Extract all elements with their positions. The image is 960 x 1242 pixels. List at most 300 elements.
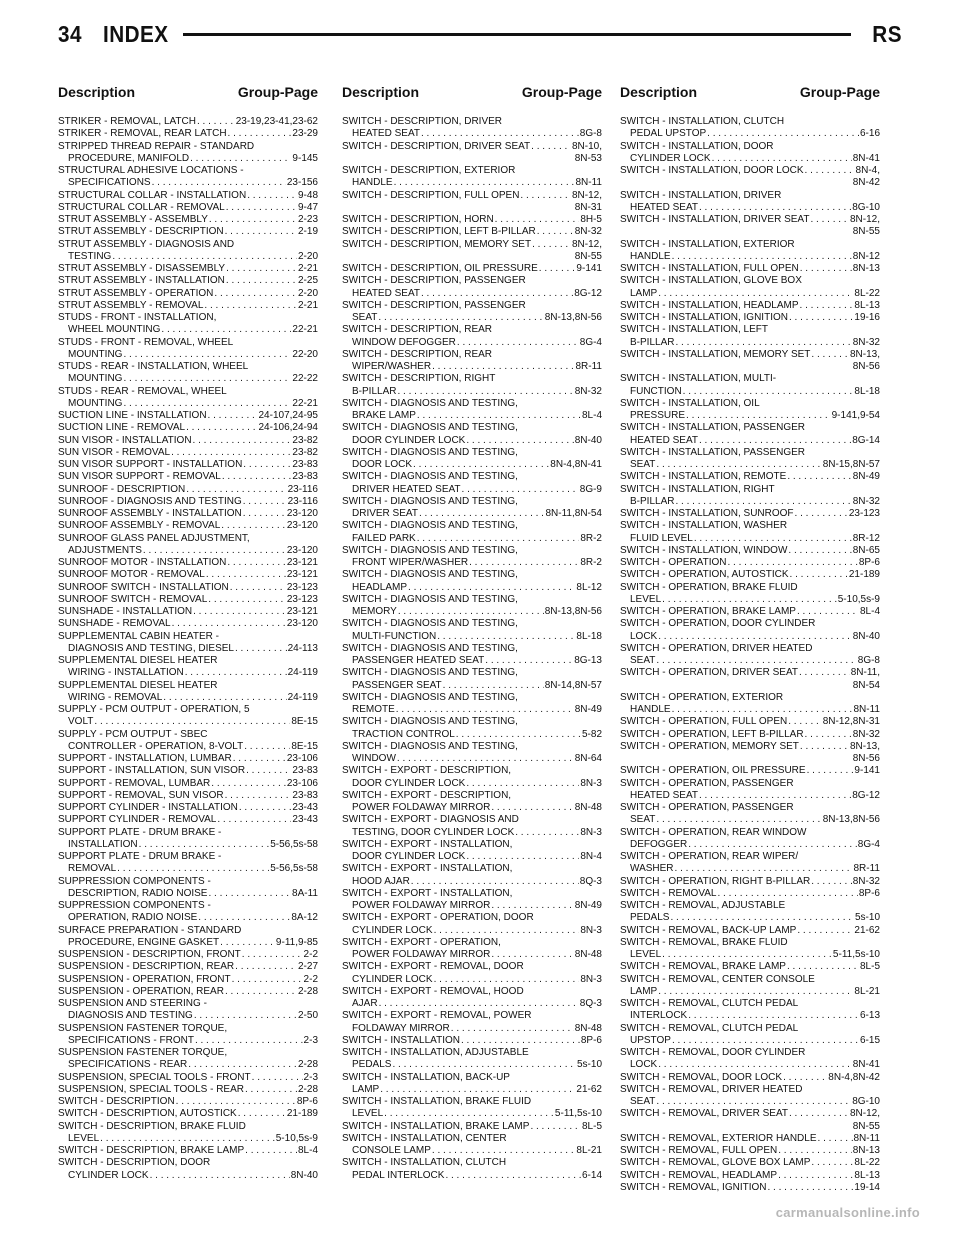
index-entry-line (620, 1145, 880, 1157)
dot-leader (778, 1170, 853, 1182)
index-entry-line (342, 275, 602, 287)
description-header: Description (342, 84, 420, 100)
entry-text: B-PILLAR (630, 336, 675, 348)
index-entry (58, 275, 318, 287)
index-entry (620, 557, 880, 569)
page-reference: 6-13 (859, 1010, 880, 1022)
entry-text: PRESSURE (630, 410, 686, 421)
entry-text: SUPPORT CYLINDER - REMOVAL (58, 814, 217, 826)
entry-text: SWITCH - DESCRIPTION, OIL PRESSURE (342, 263, 538, 274)
page-reference: 22-21 (292, 397, 318, 409)
entry-text: STRUT ASSEMBLY - REMOVAL (58, 299, 204, 311)
index-entry-line (620, 790, 880, 802)
index-entry-line (342, 802, 602, 814)
index-entry-line (620, 1047, 880, 1059)
index-entry-line (58, 288, 318, 300)
entry-text: SUNROOF ASSEMBLY - INSTALLATION (58, 508, 242, 519)
dot-leader (537, 226, 574, 238)
index-entry-line (58, 128, 318, 140)
index-entry (620, 876, 880, 888)
dot-leader (683, 386, 854, 398)
dot-leader (392, 1059, 576, 1071)
index-entry-line (342, 312, 602, 324)
entry-text: SWITCH - DESCRIPTION, RIGHT (342, 373, 496, 385)
index-entry (620, 569, 880, 581)
entry-text: SEAT (630, 814, 656, 826)
entry-text: LAMP (630, 287, 658, 299)
index-entry (58, 778, 318, 790)
index-entry (342, 545, 602, 570)
index-entry-line (342, 373, 602, 385)
entry-text: SWITCH - REMOVAL, BRAKE LAMP (620, 961, 786, 973)
index-entry-line (58, 1096, 318, 1108)
entry-text: SWITCH - INSTALLATION, WASHER (620, 520, 788, 532)
entry-text: SWITCH - INSTALLATION, PASSENGER (620, 422, 806, 434)
index-entry-line (58, 1084, 318, 1096)
dot-leader (811, 349, 849, 361)
index-entry-line (620, 520, 880, 532)
entry-text: SWITCH - DIAGNOSIS AND TESTING, (342, 691, 518, 703)
entry-text: SUSPENSION - DESCRIPTION, FRONT (58, 949, 241, 960)
index-entry (620, 1023, 880, 1048)
index-entry-line (58, 202, 318, 214)
page-reference: 2-28 (297, 985, 318, 997)
entry-text: SUSPENSION, SPECIAL TOOLS - REAR (58, 1083, 244, 1095)
index-entry (58, 533, 318, 558)
index-entry-line (342, 912, 602, 924)
index-entry-line (620, 190, 880, 202)
index-entry-line (58, 949, 318, 961)
index-entry (58, 1157, 318, 1182)
index-column-2 (342, 116, 602, 1182)
index-entry-line (342, 667, 602, 679)
index-entry-line (342, 508, 602, 520)
dot-leader (193, 606, 286, 618)
entry-text: SWITCH - DIAGNOSIS AND TESTING, (342, 520, 518, 532)
page-reference: 8G-12 (574, 287, 602, 299)
entry-text: SUSPENSION FASTENER TORQUE, (58, 1022, 228, 1034)
entry-text: PASSENGER HEATED SEAT (352, 655, 485, 666)
index-entry-line (58, 1133, 318, 1145)
page-reference: 8L-18 (576, 630, 602, 642)
dot-leader (778, 1145, 852, 1157)
index-entry (342, 373, 602, 398)
dot-leader (790, 569, 848, 581)
dot-leader (531, 141, 571, 153)
entry-text: FUNCTION (630, 385, 682, 397)
index-entry (342, 643, 602, 668)
index-entry (58, 361, 318, 386)
index-entry-line (342, 324, 602, 336)
dot-leader (432, 1145, 576, 1157)
entry-text: SWITCH - INSTALLATION, GLOVE BOX (620, 275, 802, 287)
entry-text: SEAT (352, 312, 378, 323)
index-entry-line (342, 753, 602, 765)
page-reference: 23-121 (286, 569, 318, 581)
entry-text: WHEEL MOUNTING (68, 324, 161, 336)
entry-text: CYLINDER LOCK (630, 152, 711, 164)
index-entry (58, 484, 318, 496)
page-reference: 21-62 (854, 924, 880, 936)
entry-text: WIRING - REMOVAL (68, 691, 163, 703)
entry-text: STUDS - FRONT - REMOVAL, WHEEL (58, 336, 234, 348)
dot-leader (152, 177, 286, 189)
index-entry-line (620, 961, 880, 973)
dot-leader (783, 1072, 827, 1084)
page-reference: 8N-3 (580, 826, 602, 838)
dot-leader (688, 839, 857, 851)
page-reference: 23-83 (292, 471, 318, 483)
page-reference: 8P-6 (296, 1096, 318, 1107)
dot-leader (208, 410, 258, 422)
entry-text: SUN VISOR SUPPORT - REMOVAL (58, 471, 221, 483)
entry-text: STRUCTURAL COLLAR - INSTALLATION (58, 189, 247, 201)
index-entry-line (620, 312, 880, 324)
page-reference: 21-189 (286, 1108, 318, 1120)
dot-leader (194, 1010, 297, 1022)
index-entry-line (342, 925, 602, 937)
dot-leader (672, 704, 853, 716)
index-entry (620, 925, 880, 937)
index-entry-line (58, 998, 318, 1010)
index-entry (342, 863, 602, 888)
entry-text: SUPPORT - REMOVAL, LUMBAR (58, 777, 211, 789)
entry-text: INTERLOCK (630, 1010, 688, 1022)
index-entry (58, 410, 318, 422)
index-entry-line (342, 876, 602, 888)
index-entry-line (342, 263, 602, 275)
index-entry (620, 324, 880, 349)
dot-leader (398, 606, 544, 618)
index-entry-line (342, 582, 602, 594)
entry-text: SWITCH - DESCRIPTION, FULL OPEN (342, 189, 520, 201)
entry-text: SWITCH - EXPORT - REMOVAL, POWER (342, 1010, 532, 1022)
index-entry-line (620, 251, 880, 263)
index-entry-line (342, 557, 602, 569)
index-entry-line (58, 961, 318, 973)
index-entry-line (58, 337, 318, 349)
entry-text: SUNROOF ASSEMBLY - REMOVAL (58, 520, 221, 532)
entry-text: SWITCH - INSTALLATION, DOOR (620, 140, 774, 152)
page-reference: 8N-32 (852, 728, 880, 740)
page-reference: 8N-49 (574, 900, 602, 911)
index-entry-line (620, 484, 880, 496)
index-entry-line (620, 1157, 880, 1169)
index-entry (620, 1047, 880, 1072)
page-reference: 19-16 (854, 312, 880, 323)
column-header-3 (620, 84, 880, 100)
index-entry-line (620, 802, 880, 814)
entry-text: DIAGNOSIS AND TESTING (68, 1010, 193, 1022)
entry-text: SWITCH - DIAGNOSIS AND TESTING, (342, 446, 518, 458)
index-entry-line (342, 716, 602, 728)
entry-text: WIRING - INSTALLATION (68, 667, 184, 679)
dot-leader (694, 533, 852, 545)
page-reference: 8N-40 (852, 630, 880, 642)
entry-text: SWITCH - REMOVAL, DOOR CYLINDER (620, 1047, 806, 1058)
entry-text: SWITCH - EXPORT - INSTALLATION, (342, 863, 513, 875)
entry-text: BRAKE LAMP (352, 410, 416, 421)
entry-text: TRACTION CONTROL (352, 728, 455, 740)
index-entry-line (342, 484, 602, 496)
index-entry (342, 349, 602, 374)
dot-leader (186, 484, 286, 496)
dot-leader (230, 582, 286, 594)
index-entry (58, 337, 318, 362)
page-reference: 8R-2 (580, 532, 602, 544)
index-entry-line (58, 1121, 318, 1133)
dot-leader (675, 863, 853, 875)
page-reference: 8N-13,8N-56 (544, 606, 602, 617)
index-entry-line (620, 153, 880, 165)
page-reference: 8R-12 (852, 532, 880, 544)
dot-leader (243, 459, 291, 471)
index-entry-line (342, 937, 602, 949)
entry-text: SWITCH - REMOVAL, ADJUSTABLE (620, 900, 786, 911)
index-entry-line (620, 422, 880, 434)
index-entry (620, 888, 880, 900)
dot-leader (688, 1010, 859, 1022)
index-entry-line (58, 900, 318, 912)
index-entry (58, 226, 318, 238)
index-entry-line (620, 949, 880, 961)
index-entry-line (342, 214, 602, 226)
dot-leader (233, 753, 286, 765)
dot-leader (445, 1170, 581, 1182)
index-entry-line (342, 778, 602, 790)
entry-text: SUNROOF SWITCH - REMOVAL (58, 593, 208, 605)
page-reference: 23-156 (286, 177, 318, 189)
index-entry (620, 778, 880, 803)
index-entry-line (620, 275, 880, 287)
index-entry (58, 471, 318, 483)
entry-text: SWITCH - INSTALLATION, DRIVER (620, 189, 782, 201)
index-entry (342, 961, 602, 986)
dot-leader (198, 912, 290, 924)
index-entry-line (58, 496, 318, 508)
dot-leader (411, 876, 579, 888)
dot-leader (485, 655, 573, 667)
entry-text: SWITCH - DESCRIPTION, PASSENGER (342, 275, 526, 287)
page-reference: 9-141 (854, 765, 880, 777)
dot-leader (712, 153, 852, 165)
page-reference: 8N-13,8N-56 (544, 312, 602, 323)
page-reference: 2-23 (297, 214, 318, 225)
index-entry-line (620, 680, 880, 692)
entry-text: SWITCH - INSTALLATION, EXTERIOR (620, 238, 795, 250)
dot-leader (239, 802, 292, 814)
index-entry (620, 582, 880, 607)
page-reference-continued: 8N-56 (852, 361, 880, 372)
index-entry-line (620, 912, 880, 924)
entry-text: SWITCH - INSTALLATION, CLUTCH (620, 116, 785, 127)
index-entry-line (620, 337, 880, 349)
page-reference: 23-123 (848, 508, 880, 519)
index-entry-line (620, 533, 880, 545)
index-entry (342, 1010, 602, 1035)
dot-leader (197, 116, 235, 128)
index-entry (342, 1072, 602, 1097)
page-reference: 22-22 (292, 373, 318, 385)
index-entry-line (58, 778, 318, 790)
entry-text: STRIKER - REMOVAL, REAR LATCH (58, 128, 227, 140)
index-entry (620, 1133, 880, 1145)
index-entry-line (342, 288, 602, 300)
dot-leader (443, 680, 544, 692)
entry-text: REMOVAL (68, 863, 117, 875)
index-entry (342, 888, 602, 913)
page-reference: 2-2 (303, 949, 318, 960)
index-entry (620, 214, 880, 239)
index-entry-line (58, 275, 318, 287)
entry-text: STRUCTURAL ADHESIVE LOCATIONS - (58, 165, 244, 176)
index-entry (620, 729, 880, 741)
index-entry (342, 594, 602, 619)
dot-leader (800, 741, 849, 753)
dot-leader (767, 1182, 853, 1194)
index-entry-line (620, 937, 880, 949)
index-entry-line (58, 1108, 318, 1120)
page-reference: 5-11,5s-10 (554, 1108, 602, 1120)
index-entry-line (58, 545, 318, 557)
entry-text: SEAT (630, 655, 656, 666)
page-reference: 8N-13, (849, 740, 880, 752)
page-reference: 8N-32 (852, 875, 880, 887)
index-entry (58, 239, 318, 264)
entry-text: MULTI-FUNCTION (352, 630, 437, 642)
index-entry (58, 1072, 318, 1084)
page-header (58, 14, 902, 54)
index-entry-line (342, 1047, 602, 1059)
page-reference: 23-43 (292, 814, 318, 826)
page-reference: 2-28 (297, 1059, 318, 1071)
entry-text: MOUNTING (68, 373, 123, 385)
index-entry-line (342, 863, 602, 875)
entry-text: HANDLE (630, 250, 671, 262)
dot-leader (417, 533, 580, 545)
entry-text: SWITCH - REMOVAL, BRAKE FLUID (620, 936, 788, 948)
dot-leader (225, 986, 297, 998)
index-entry (58, 1121, 318, 1146)
dot-leader (462, 484, 579, 496)
index-entry (620, 961, 880, 973)
index-entry-line (342, 655, 602, 667)
page-reference: 8G-8 (857, 655, 880, 666)
index-entry-line (620, 1084, 880, 1096)
entry-text: SWITCH - OPERATION, PASSENGER (620, 777, 794, 789)
dot-leader (461, 1035, 580, 1047)
entry-text: STUDS - REAR - REMOVAL, WHEEL (58, 385, 227, 397)
page-reference: 9-48 (297, 189, 318, 201)
page-reference: 8N-13, (849, 348, 880, 360)
dot-leader (94, 716, 290, 728)
entry-text: SWITCH - REMOVAL, EXTERIOR HANDLE (620, 1132, 817, 1144)
entry-text: SWITCH - DESCRIPTION, DRIVER SEAT (342, 140, 531, 152)
entry-text: WINDOW (352, 753, 396, 764)
index-entry (58, 459, 318, 471)
dot-leader (245, 1145, 297, 1157)
index-entry-line (58, 1170, 318, 1182)
entry-text: SUNROOF - DIAGNOSIS AND TESTING (58, 495, 242, 507)
entry-text: TESTING (68, 250, 112, 262)
index-entry-line (342, 827, 602, 839)
index-entry-line (620, 1108, 880, 1120)
dot-leader (417, 410, 581, 422)
dot-leader (245, 1084, 297, 1096)
page-reference: 21-62 (576, 1083, 602, 1095)
entry-text: SWITCH - DESCRIPTION, PASSENGER (342, 299, 526, 311)
index-entry-line (620, 631, 880, 643)
page-reference: 8N-41 (852, 1059, 880, 1071)
entry-text: FLUID LEVEL (630, 532, 693, 544)
dot-leader (221, 520, 286, 532)
index-entry-line (58, 165, 318, 177)
entry-text: HEADLAMP (352, 581, 408, 593)
dot-leader (243, 508, 286, 520)
page-reference: 2-28 (297, 1083, 318, 1095)
page-reference: 8N-4, (855, 165, 880, 176)
entry-text: PEDALS (630, 912, 670, 924)
page-reference: 8L-21 (576, 1145, 602, 1156)
index-entry (58, 949, 318, 961)
page-reference: 8P-6 (858, 887, 880, 899)
entry-text: SWITCH - OPERATION, EXTERIOR (620, 691, 784, 703)
index-entry (58, 998, 318, 1023)
dot-leader (675, 496, 851, 508)
index-entry-line (58, 912, 318, 924)
group-page-header: Group-Page (521, 84, 602, 100)
index-entry-line (58, 606, 318, 618)
index-entry-line (620, 741, 880, 753)
index-entry-line (620, 508, 880, 520)
dot-leader (658, 1059, 852, 1071)
index-entry (620, 312, 880, 324)
index-entry (58, 729, 318, 754)
index-entry-line (620, 986, 880, 998)
index-entry-line (342, 386, 602, 398)
page-reference: 6-16 (859, 128, 880, 140)
page-reference: 23-106 (286, 777, 318, 789)
index-entry-line (620, 1170, 880, 1182)
entry-text: SUSPENSION AND STEERING - (58, 998, 207, 1009)
page-reference: 2-20 (297, 250, 318, 262)
dot-leader (789, 312, 853, 324)
index-entry-line (58, 1035, 318, 1047)
index-entry-line (58, 888, 318, 900)
entry-text: INSTALLATION (68, 838, 138, 850)
page-reference: 22-21 (292, 324, 318, 336)
entry-text: SUPPLEMENTAL CABIN HEATER - (58, 630, 219, 642)
index-entry-line (342, 998, 602, 1010)
entry-text: STRUT ASSEMBLY - OPERATION (58, 287, 214, 299)
index-entry (342, 569, 602, 594)
index-entry-line (58, 692, 318, 704)
entry-text: SUPPORT PLATE - DRUM BRAKE - (58, 851, 222, 862)
entry-text: SPECIFICATIONS - REAR (68, 1059, 188, 1071)
page-reference: 8A-12 (291, 912, 318, 924)
entry-text: DOOR CYLINDER LOCK (352, 434, 466, 446)
page-reference: 2-19 (297, 226, 318, 238)
page-reference: 8G-10 (852, 201, 880, 213)
page-reference: 8Q-3 (579, 998, 602, 1009)
entry-text: FAILED PARK (352, 532, 416, 544)
index-entry (58, 1047, 318, 1072)
index-entry-line (620, 361, 880, 373)
index-entry-line (342, 986, 602, 998)
page-reference-continued: 8N-54 (852, 679, 880, 691)
page-reference: 5s-10 (576, 1059, 602, 1071)
index-entry (342, 1047, 602, 1072)
